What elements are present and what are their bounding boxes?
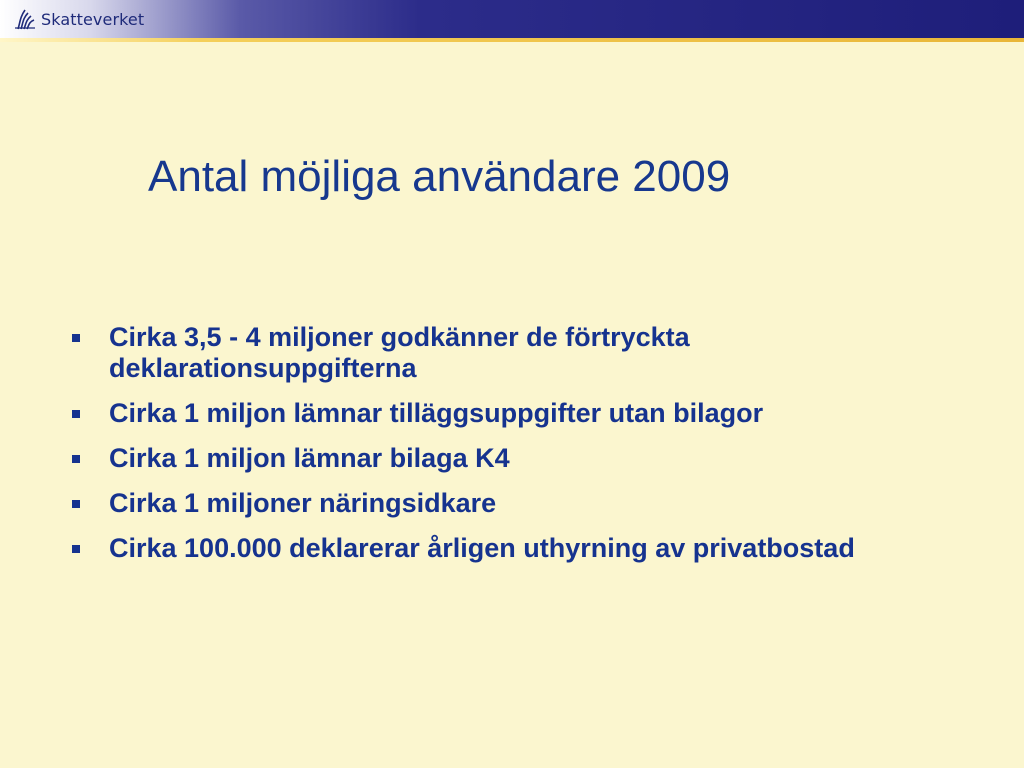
header-accent-line xyxy=(0,38,1024,42)
logo-text: Skatteverket xyxy=(41,9,145,29)
square-bullet-icon xyxy=(72,500,80,508)
square-bullet-icon xyxy=(72,410,80,418)
bullet-text: Cirka 1 miljon lämnar tilläggsuppgifter utan bilagor xyxy=(109,398,764,428)
square-bullet-icon xyxy=(72,545,80,553)
bullet-item xyxy=(70,488,970,519)
bullet-item xyxy=(70,322,970,384)
square-bullet-icon xyxy=(72,455,80,463)
skatteverket-logo xyxy=(14,4,144,34)
header-bar xyxy=(0,0,1024,38)
skatteverket-emblem-icon xyxy=(14,7,36,31)
bullet-text: Cirka 3,5 - 4 miljoner godkänner de förtryckta deklarationsuppgifterna xyxy=(109,322,690,383)
bullet-item xyxy=(70,443,970,474)
bullet-list xyxy=(70,322,970,578)
bullet-text: Cirka 1 miljoner näringsidkare xyxy=(109,488,497,518)
bullet-item xyxy=(70,398,970,429)
bullet-text: Cirka 100.000 deklarerar årligen uthyrning av privatbostad xyxy=(109,533,855,563)
bullet-text: Cirka 1 miljon lämnar bilaga K4 xyxy=(109,443,510,473)
bullet-item xyxy=(70,533,970,564)
slide-title: Antal möjliga användare 2009 xyxy=(148,152,731,201)
square-bullet-icon xyxy=(72,334,80,342)
